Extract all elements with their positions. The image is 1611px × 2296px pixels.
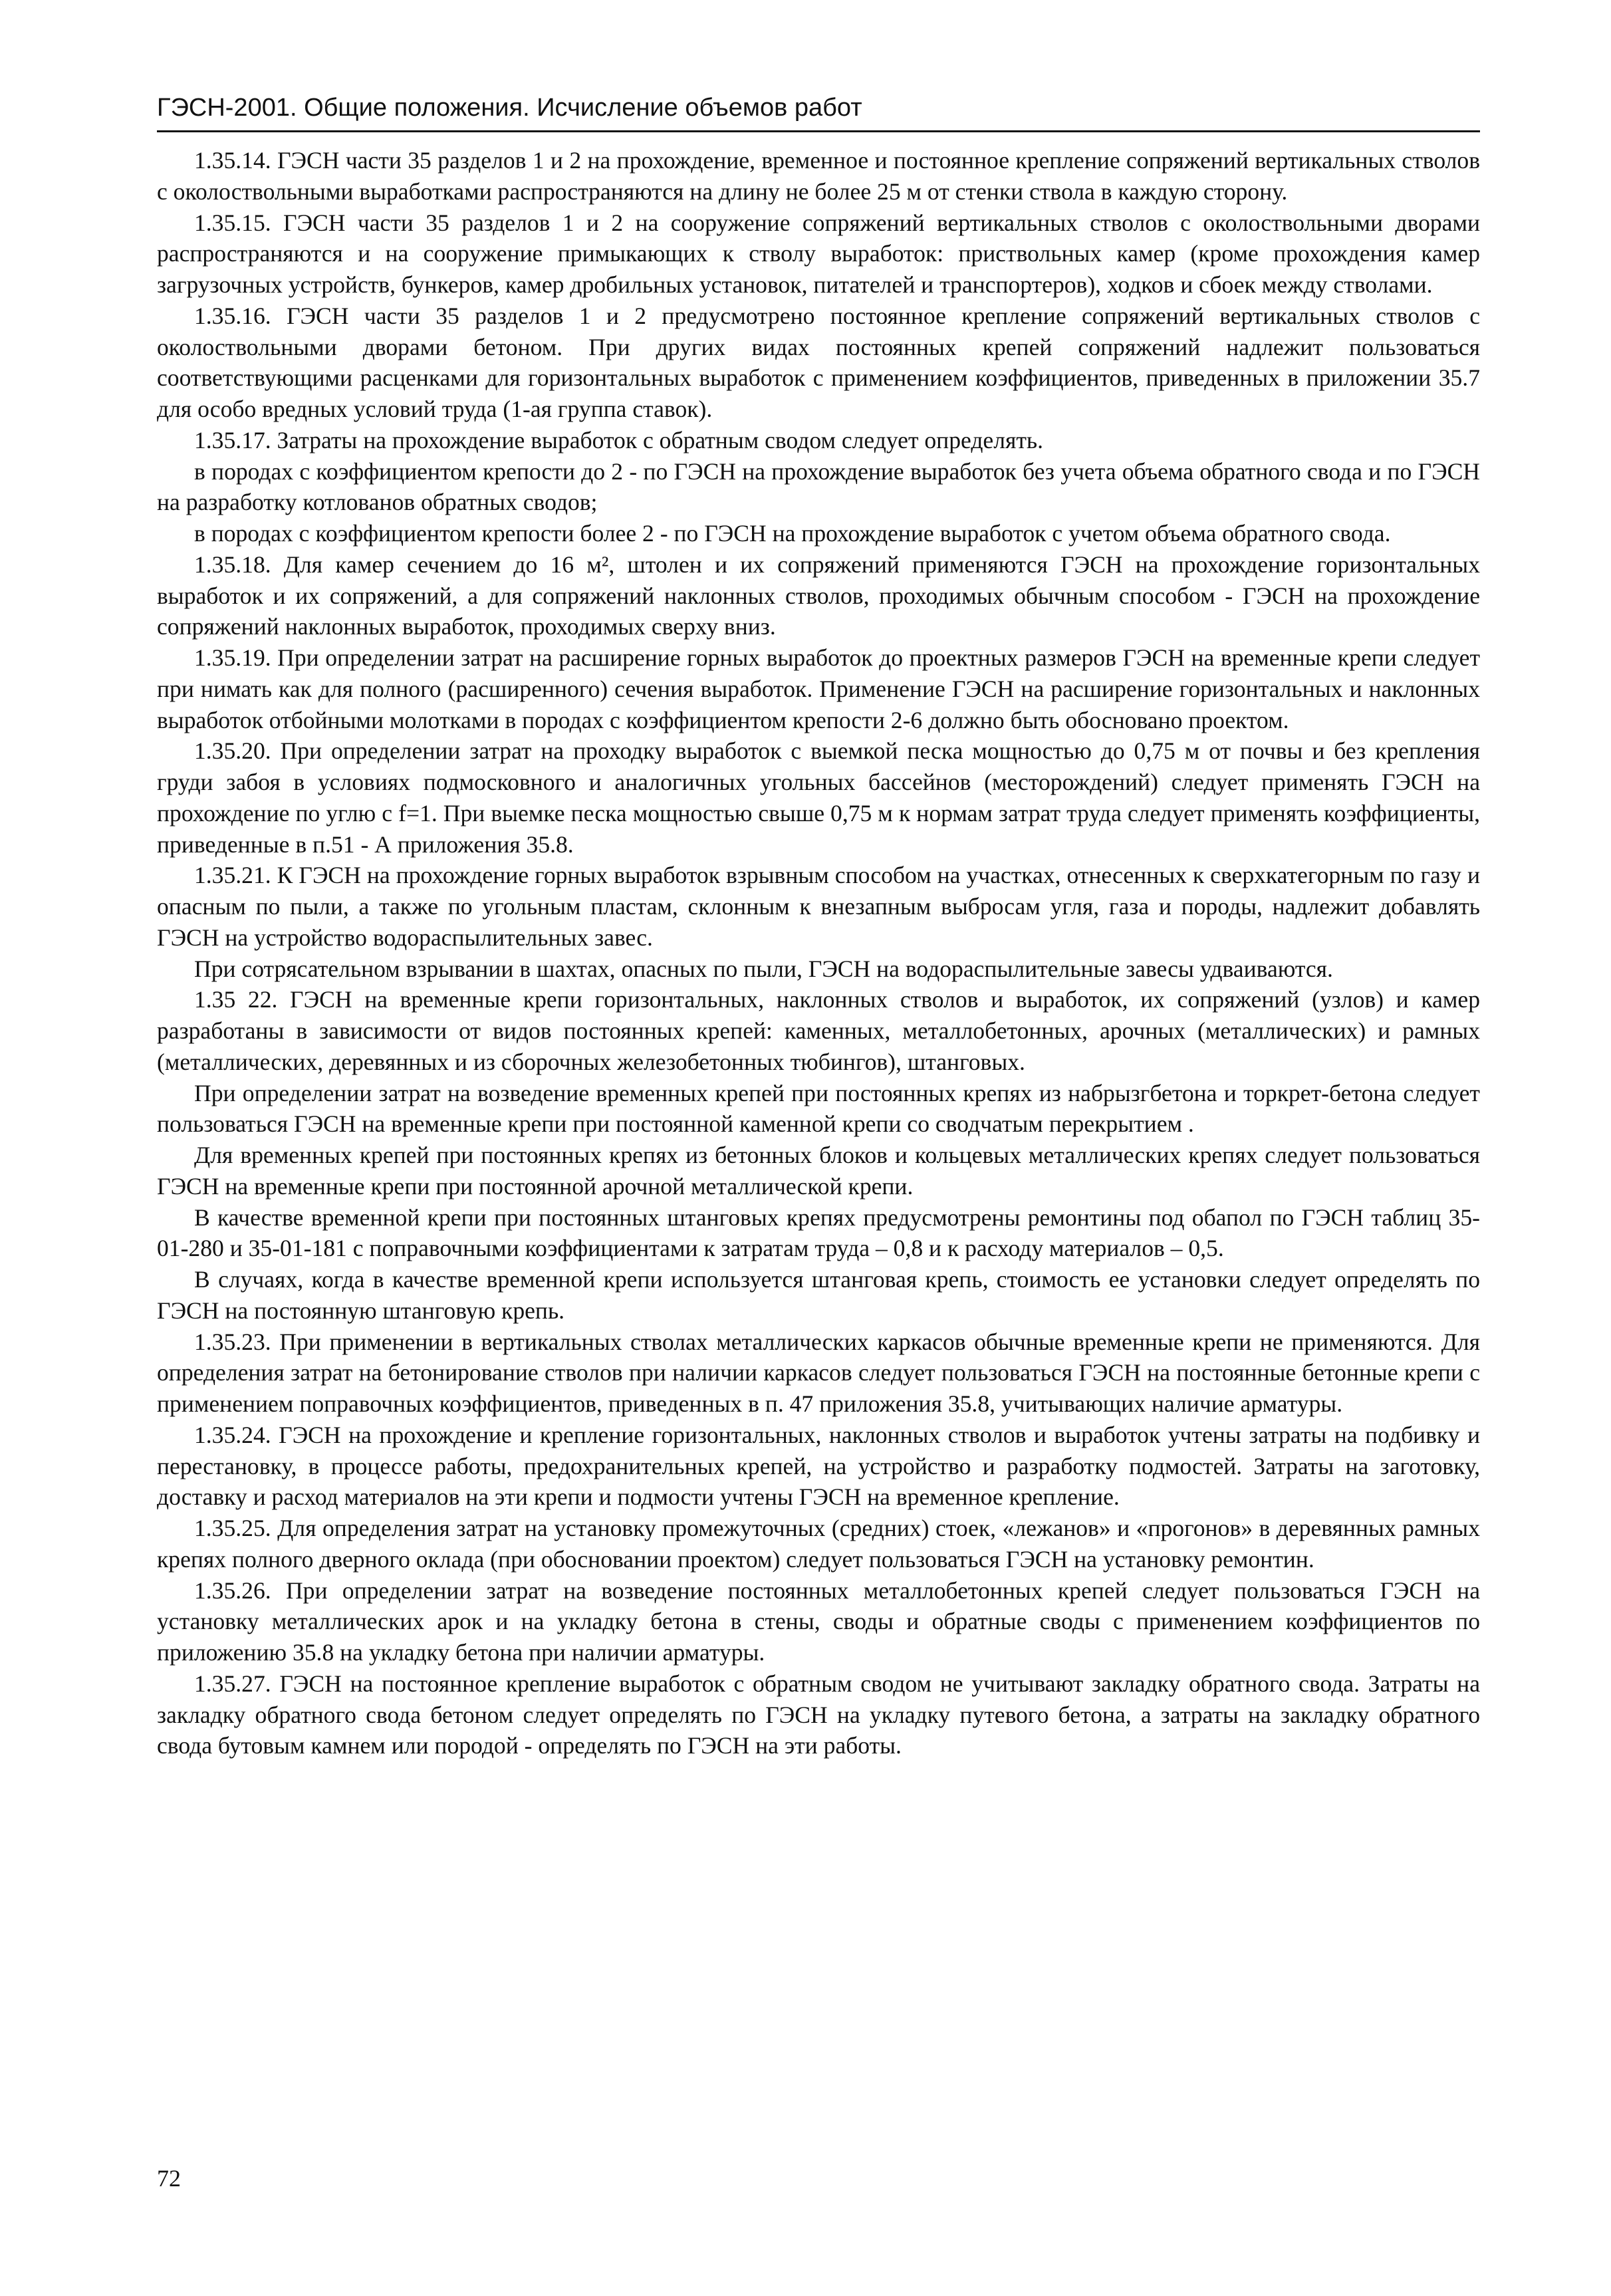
paragraph-1-35-16: 1.35.16. ГЭСН части 35 разделов 1 и 2 предусмотрено постоянное крепление сопряжений вертикальных стволов с околоствольными дворами бетоном. При других видах постоянных крепей сопряжений надлежит пользоваться соответствующими расценками для горизонтальных выработок с применением коэффициентов, приведенных в приложении 35.7 для особо вредных условий труда (1-ая группа ставок). bbox=[157, 302, 1480, 422]
header-rule bbox=[157, 130, 1480, 132]
body-text bbox=[157, 145, 1480, 1761]
paragraph-1-35-24: 1.35.24. ГЭСН на прохождение и крепление горизонтальных, наклонных стволов и выработок учтены затраты на подбивку и перестановку, в процессе работы, предохранительных крепей, на устройство и разработку подмостей. Затраты на заготовку, доставку и расход материалов на эти крепи и подмости учтены ГЭСН на временное крепление. bbox=[157, 1421, 1480, 1511]
paragraph-1-35-17-item-1: в породах с коэффициентом крепости до 2 - по ГЭСН на прохождение выработок без учета объема обратного свода и по ГЭСН на разработку котлованов обратных сводов; bbox=[157, 457, 1480, 516]
paragraph-1-35-19: 1.35.19. При определении затрат на расширение горных выработок до проектных размеров ГЭСН на временные крепи следует при нимать как для полного (расширенного) сечения выработок. Применение ГЭСН на расширение горизонтальных и наклонных выработок отбойными молотками в породах с коэффициентом крепости 2-6 должно быть обосновано проектом. bbox=[157, 644, 1480, 733]
paragraph-1-35-18: 1.35.18. Для камер сечением до 16 м², штолен и их сопряжений применяются ГЭСН на прохождение горизонтальных выработок и их сопряжений, а для сопряжений наклонных стволов, проходимых обычным способом - ГЭСН на прохождение сопряжений наклонных выработок, проходимых сверху вниз. bbox=[157, 551, 1480, 640]
paragraph-1-35-25: 1.35.25. Для определения затрат на установку промежуточных (средних) стоек, «лежанов» и «прогонов» в деревянных рамных крепях полного дверного оклада (при обосновании проектом) следует пользоваться ГЭСН на установку ремонтин. bbox=[157, 1515, 1480, 1573]
paragraph-1-35-17-item-2: в породах с коэффициентом крепости более 2 - по ГЭСН на прохождение выработок с учетом объема обратного свода. bbox=[194, 520, 1391, 547]
paragraph-1-35-17: 1.35.17. Затраты на прохождение выработок с обратным сводом следует определять. bbox=[194, 426, 1044, 453]
paragraph-1-35-14: 1.35.14. ГЭСН части 35 разделов 1 и 2 на прохождение, временное и постоянное крепление сопряжений вертикальных стволов с околоствольными выработками распространяются на длину не более 25 м от стенки ствола в каждую сторону. bbox=[157, 147, 1480, 205]
paragraph-1-35-27: 1.35.27. ГЭСН на постоянное крепление выработок с обратным сводом не учитывают закладку обратного свода. Затраты на закладку обратного свода бетоном следует определять по ГЭСН на укладку путевого бетона, а затраты на закладку обратного свода бутовым камнем или породой - определять по ГЭСН на эти работы. bbox=[157, 1670, 1480, 1759]
page-number: 72 bbox=[157, 2165, 181, 2192]
paragraph-1-35-22-note-2: Для временных крепей при постоянных крепях из бетонных блоков и кольцевых металлических крепях следует пользоваться ГЭСН на временные крепи при постоянной арочной металлической крепи. bbox=[157, 1142, 1480, 1200]
paragraph-1-35-22-note-1: При определении затрат на возведение временных крепей при постоянных крепях из набрызгбетона и торкрет-бетона следует пользоваться ГЭСН на временные крепи при постоянной каменной крепи со сводчатым перекрытием . bbox=[157, 1079, 1480, 1138]
paragraph-1-35-26: 1.35.26. При определении затрат на возведение постоянных металлобетонных крепей следует пользоваться ГЭСН на установку металлических арок и на укладку бетона в стены, своды и обратные своды с применением коэффициентов по приложению 35.8 на укладку бетона при наличии арматуры. bbox=[157, 1577, 1480, 1666]
paragraph-1-35-22-note-3: В качестве временной крепи при постоянных штанговых крепях предусмотрены ремонтины под обапол по ГЭСН таблиц 35-01-280 и 35-01-181 с поправочными коэффициентами к затратам труда – 0,8 и к расходу материалов – 0,5. bbox=[157, 1204, 1480, 1262]
paragraph-1-35-22: 1.35 22. ГЭСН на временные крепи горизонтальных, наклонных стволов и выработок, их сопряжений (узлов) и камер разработаны в зависимости от видов постоянных крепей: каменных, металлобетонных, арочных (металлических) и рамных (металлических, деревянных и из сборочных железобетонных тюбингов), штанговых. bbox=[157, 986, 1480, 1075]
paragraph-1-35-15: 1.35.15. ГЭСН части 35 разделов 1 и 2 на сооружение сопряжений вертикальных стволов с околоствольными дворами распространяются и на сооружение примыкающих к стволу выработок: приствольных камер (кроме прохождения камер загрузочных устройств, бункеров, камер дробильных установок, питателей и транспортеров), ходков и сбоек между стволами. bbox=[157, 209, 1480, 298]
paragraph-1-35-21-note: При сотрясательном взрывании в шахтах, опасных по пыли, ГЭСН на водораспылительные завесы удваиваются. bbox=[194, 955, 1333, 982]
paragraph-1-35-23: 1.35.23. При применении в вертикальных стволах металлических каркасов обычные временные крепи не применяются. Для определения затрат на бетонирование стволов при наличии каркасов следует пользоваться ГЭСН на постоянные бетонные крепи с применением поправочных коэффициентов, приведенных в п. 47 приложения 35.8, учитывающих наличие арматуры. bbox=[157, 1328, 1480, 1417]
paragraph-1-35-22-note-4: В случаях, когда в качестве временной крепи используется штанговая крепь, стоимость ее установки следует определять по ГЭСН на постоянную штанговую крепь. bbox=[157, 1266, 1480, 1324]
running-header: ГЭСН-2001. Общие положения. Исчисление объемов работ bbox=[157, 94, 862, 122]
paragraph-1-35-20: 1.35.20. При определении затрат на проходку выработок с выемкой песка мощностью до 0,75 м от почвы и без крепления груди забоя в условиях подмосковного и аналогичных угольных бассейнов (месторождений) следует применять ГЭСН на прохождение по углю с f=1. При выемке песка мощностью свыше 0,75 м к нормам затрат труда следует применять коэффициенты, приведенные в п.51 - А приложения 35.8. bbox=[157, 737, 1480, 858]
paragraph-1-35-21: 1.35.21. К ГЭСН на прохождение горных выработок взрывным способом на участках, отнесенных к сверхкатегорным по газу и опасным по пыли, а также по угольным пластам, склонным к внезапным выбросам угля, газа и породы, надлежит добавлять ГЭСН на устройство водораспылительных завес. bbox=[157, 862, 1480, 951]
